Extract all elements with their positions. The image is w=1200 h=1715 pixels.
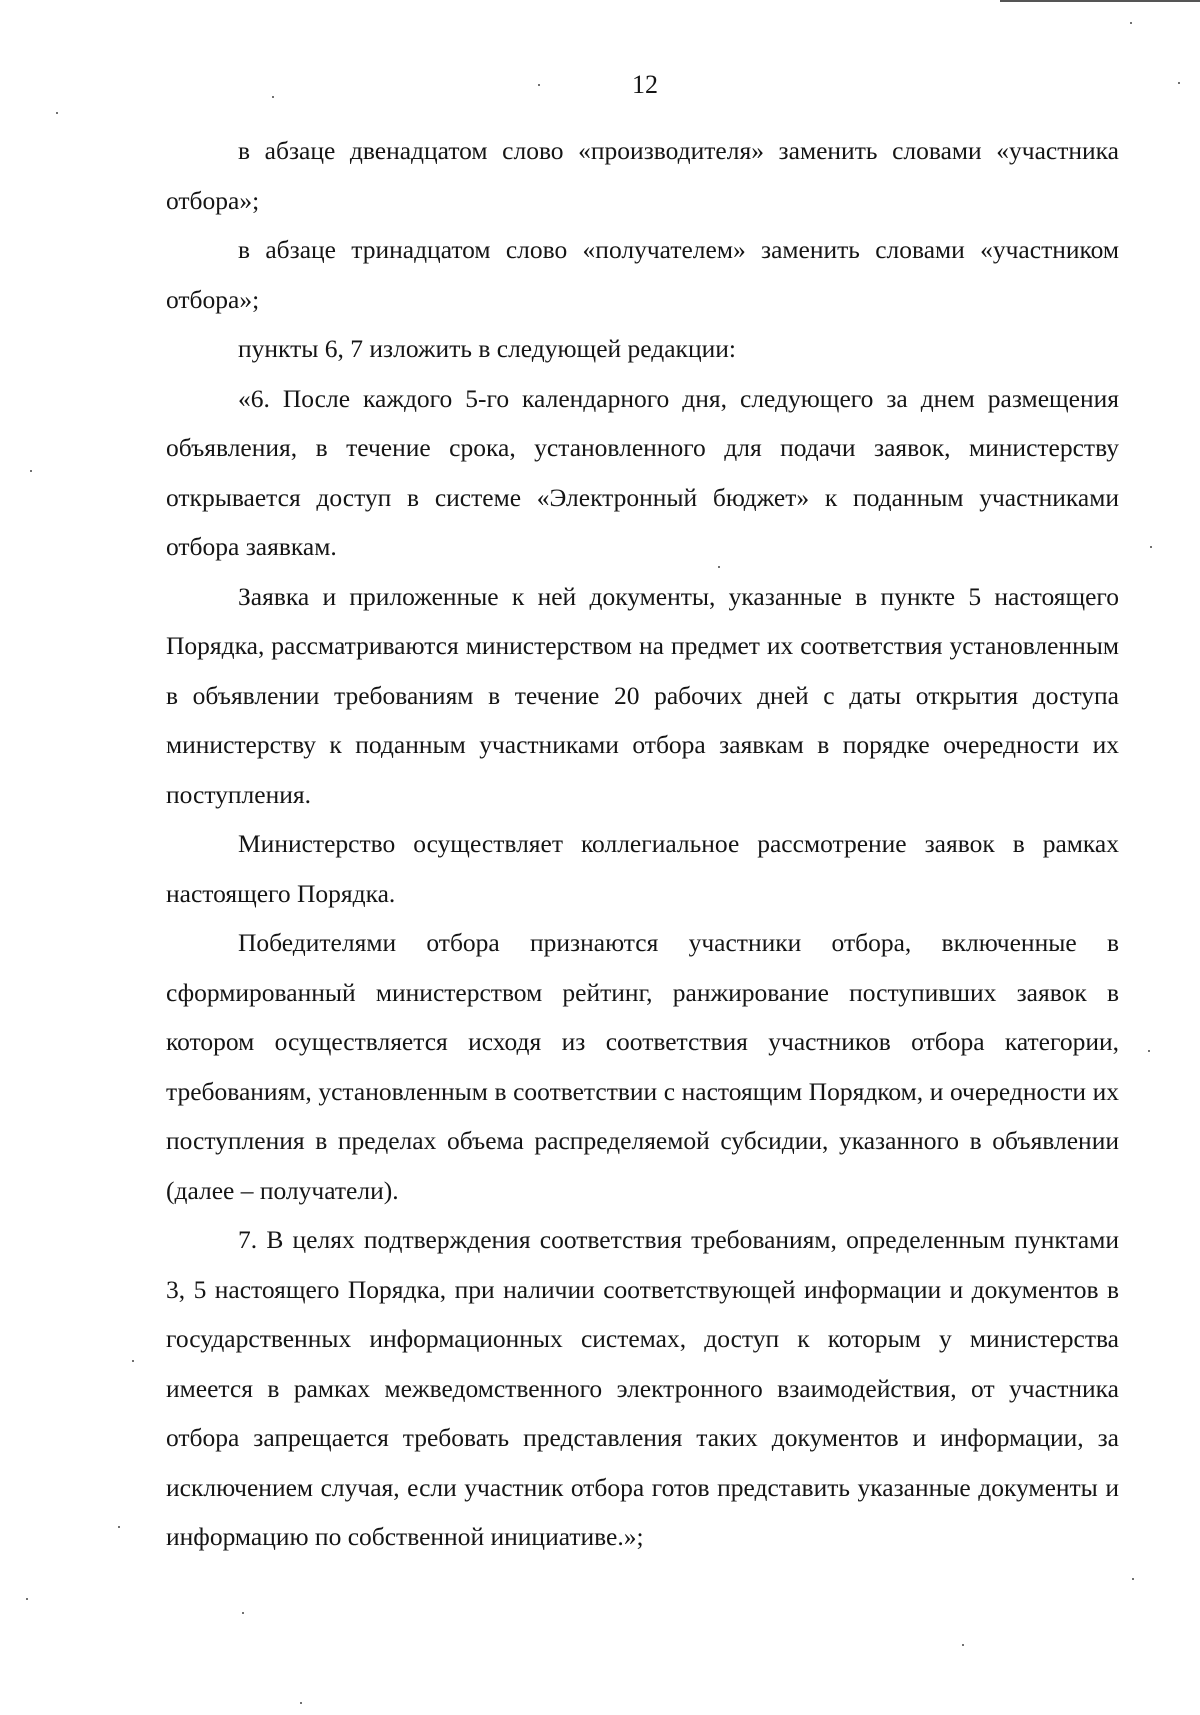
- scan-speck: [30, 470, 32, 472]
- paragraph-item-6: «6. После каждого 5-го календарного дня, следующего за днем размещения объявления, в течение срока, установленного для подачи заявок, министерству открывается доступ в системе «Электронный бюджет» к поданным участниками отбора заявкам.: [166, 383, 1119, 561]
- scan-speck: [26, 1598, 28, 1600]
- scan-speck: [1148, 1050, 1150, 1052]
- scan-top-rule: [1000, 0, 1200, 2]
- scan-speck: [118, 1526, 120, 1528]
- paragraph-winners: Победителями отбора признаются участники отбора, включенные в сформированный министерством рейтинг, ранжирование поступивших заявок в котором осуществляется исходя из соответствия участников отбора категории, требованиям, установленным в соответствии с настоящим Порядком, и очередности их поступления в пределах объема распределяемой субсидии, указанного в объявлении (далее – получатели).: [166, 928, 1119, 1205]
- document-body: [166, 126, 1119, 1562]
- scan-speck: [718, 566, 720, 568]
- scan-speck: [242, 1612, 244, 1614]
- scan-speck: [56, 112, 58, 114]
- scan-speck: [1178, 82, 1180, 84]
- scan-speck: [962, 1644, 964, 1646]
- paragraph-application-review: Заявка и приложенные к ней документы, указанные в пункте 5 настоящего Порядка, рассматриваются министерством на предмет их соответствия установленным в объявлении требованиям в течение 20 рабочих дней с даты открытия доступа министерству к поданным участниками отбора заявкам в порядке очередности их поступления.: [166, 581, 1119, 809]
- paragraph-items-intro: пункты 6, 7 изложить в следующей редакции:: [238, 334, 736, 363]
- scan-speck: [1130, 22, 1132, 24]
- paragraph-amend-12: в абзаце двенадцатом слово «производителя» заменить словами «участника отбора»;: [166, 136, 1119, 215]
- scan-speck: [1150, 546, 1152, 548]
- scan-speck: [272, 96, 274, 98]
- scan-speck: [1132, 1578, 1134, 1580]
- scan-speck: [300, 1702, 302, 1704]
- page-number: 12: [632, 70, 658, 99]
- paragraph-collegial-review: Министерство осуществляет коллегиальное рассмотрение заявок в рамках настоящего Порядка.: [166, 829, 1119, 908]
- scan-speck: [132, 1360, 134, 1362]
- paragraph-item-7: 7. В целях подтверждения соответствия требованиям, определенным пунктами 3, 5 настоящего Порядка, при наличии соответствующей информации и документов в государственных информационных системах, доступ к которым у министерства имеется в рамках межведомственного электронного взаимодействия, от участника отбора запрещается требовать представления таких документов и информации, за исключением случая, если участник отбора готов представить указанные документы и информацию по собственной инициативе.»;: [166, 1225, 1119, 1551]
- paragraph-amend-13: в абзаце тринадцатом слово «получателем» заменить словами «участником отбора»;: [166, 235, 1119, 314]
- scan-speck: [538, 84, 540, 86]
